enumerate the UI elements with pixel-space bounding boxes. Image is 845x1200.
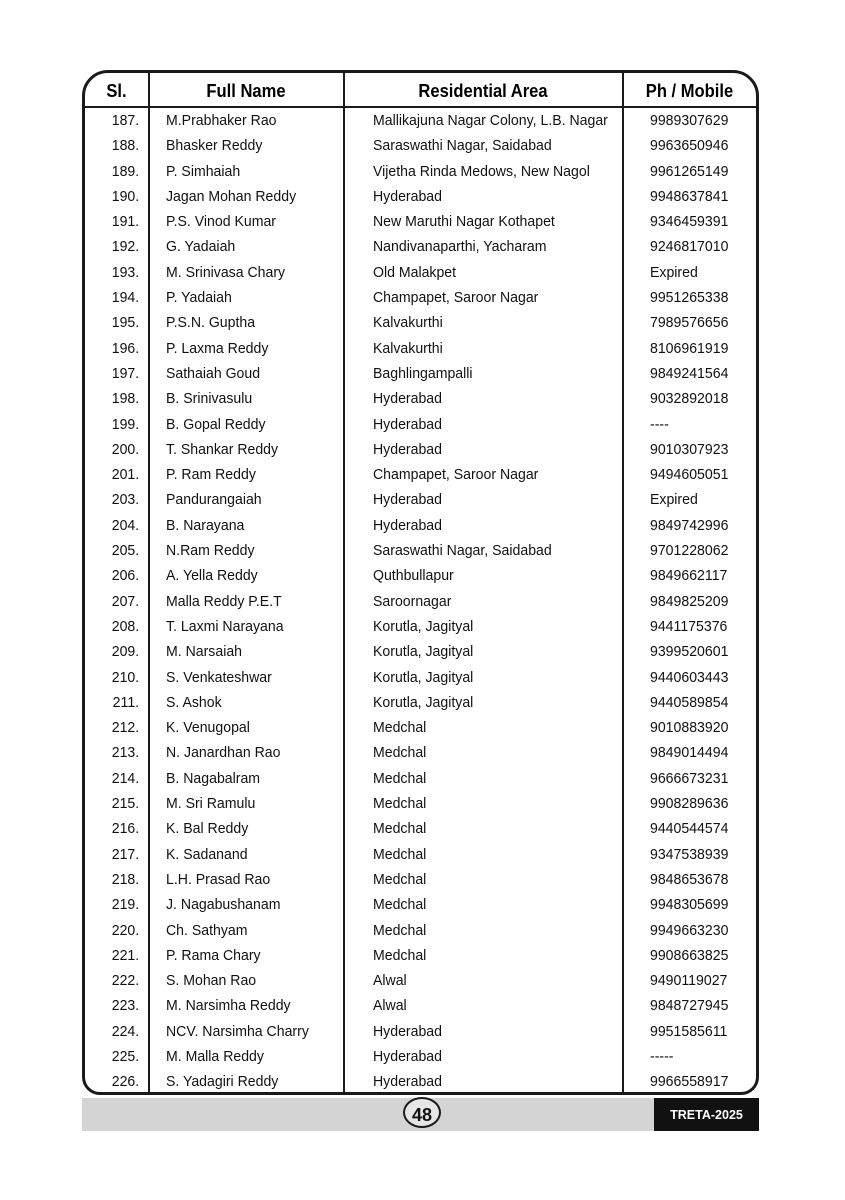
row-full-name: Pandurangaiah	[166, 491, 262, 509]
table-row	[85, 690, 756, 715]
row-full-name: B. Srinivasulu	[166, 390, 253, 408]
row-serial: 206.	[111, 567, 139, 585]
header-sl: Sl.	[106, 81, 127, 101]
row-phone: 9948637841	[650, 187, 729, 205]
row-full-name: Jagan Mohan Reddy	[166, 187, 297, 205]
row-residential-area: Hyderabad	[373, 440, 442, 458]
row-serial: 220.	[111, 921, 139, 939]
table-row	[85, 487, 756, 512]
row-residential-area: Alwal	[373, 997, 407, 1015]
row-full-name: P. Rama Chary	[166, 946, 261, 964]
row-phone: 9989307629	[650, 112, 729, 129]
table-row	[85, 993, 756, 1018]
header-full-name: Full Name	[206, 81, 286, 101]
brand-label: TRETA-2025	[654, 1098, 759, 1131]
table-row	[85, 209, 756, 234]
row-phone: 9440589854	[650, 693, 729, 711]
row-serial: 193.	[111, 263, 139, 281]
row-serial: 205.	[111, 542, 139, 560]
row-residential-area: Medchal	[373, 870, 427, 888]
row-phone: 9949663230	[650, 921, 729, 939]
table-row	[85, 1019, 756, 1044]
row-residential-area: Kalvakurthi	[373, 339, 443, 357]
row-serial: 213.	[111, 744, 139, 762]
row-serial: 187.	[111, 112, 139, 129]
row-full-name: P.S.N. Guptha	[166, 314, 256, 332]
row-phone: 9849662117	[650, 567, 728, 585]
row-phone: 9966558917	[650, 1073, 729, 1091]
row-full-name: M. Srinivasa Chary	[166, 263, 286, 281]
row-residential-area: Old Malakpet	[373, 263, 457, 281]
row-serial: 224.	[111, 1022, 139, 1040]
row-full-name: Malla Reddy P.E.T	[166, 592, 282, 610]
row-full-name: N. Janardhan Rao	[166, 744, 281, 762]
table-row	[85, 184, 756, 209]
row-serial: 192.	[111, 238, 139, 256]
row-full-name: NCV. Narsimha Charry	[166, 1022, 309, 1040]
row-phone: 9849241564	[650, 364, 729, 382]
row-full-name: Ch. Sathyam	[166, 921, 248, 939]
row-serial: 204.	[111, 516, 139, 534]
row-full-name: B. Gopal Reddy	[166, 415, 266, 433]
row-phone: 8106961919	[650, 339, 729, 357]
row-full-name: M. Narsimha Reddy	[166, 997, 291, 1015]
row-phone: 9666673231	[650, 769, 729, 787]
row-serial: 195.	[111, 314, 139, 332]
row-residential-area: Medchal	[373, 946, 427, 964]
row-phone: 9346459391	[650, 213, 729, 231]
row-phone: 9951265338	[650, 289, 729, 307]
row-serial: 189.	[111, 162, 139, 180]
table-row	[85, 918, 756, 943]
page-footer	[82, 1098, 759, 1131]
row-full-name: L.H. Prasad Rao	[166, 870, 271, 888]
row-full-name: B. Narayana	[166, 516, 245, 534]
row-serial: 190.	[111, 187, 139, 205]
row-residential-area: Medchal	[373, 896, 427, 914]
row-phone: 9010307923	[650, 440, 729, 458]
table-row	[85, 715, 756, 740]
table-row	[85, 159, 756, 184]
row-full-name: K. Bal Reddy	[166, 820, 249, 838]
row-full-name: Sathaiah Goud	[166, 364, 261, 382]
row-full-name: P. Yadaiah	[166, 289, 232, 307]
row-phone: 9849742996	[650, 516, 729, 534]
row-residential-area: Saraswathi Nagar, Saidabad	[373, 137, 552, 155]
table-row	[85, 968, 756, 993]
row-serial: 215.	[111, 795, 139, 813]
row-serial: 198.	[111, 390, 139, 408]
row-residential-area: Hyderabad	[373, 1073, 442, 1091]
row-phone: 9490119027	[650, 972, 728, 990]
row-residential-area: Saraswathi Nagar, Saidabad	[373, 542, 552, 560]
row-full-name: P. Simhaiah	[166, 162, 241, 180]
header-residential-area: Residential Area	[418, 81, 548, 101]
row-full-name: M. Sri Ramulu	[166, 795, 256, 813]
row-full-name: P. Ram Reddy	[166, 466, 256, 484]
table-row	[85, 285, 756, 310]
table-row	[85, 766, 756, 791]
row-residential-area: Hyderabad	[373, 390, 442, 408]
row-serial: 211.	[112, 693, 139, 711]
row-residential-area: Hyderabad	[373, 187, 442, 205]
row-serial: 188.	[111, 137, 139, 155]
row-residential-area: New Maruthi Nagar Kothapet	[373, 213, 555, 231]
row-residential-area: Medchal	[373, 744, 427, 762]
row-full-name: S. Yadagiri Reddy	[166, 1073, 279, 1091]
row-full-name: M.Prabhaker Rao	[166, 112, 277, 129]
member-table	[82, 70, 759, 1095]
row-residential-area: Hyderabad	[373, 415, 442, 433]
table-row	[85, 361, 756, 386]
table-row	[85, 816, 756, 841]
row-phone: 9963650946	[650, 137, 729, 155]
row-full-name: S. Mohan Rao	[166, 972, 257, 990]
row-residential-area: Champapet, Saroor Nagar	[373, 466, 539, 484]
row-phone: 9848653678	[650, 870, 729, 888]
row-phone: 9948305699	[650, 896, 729, 914]
row-residential-area: Korutla, Jagityal	[373, 668, 474, 686]
row-serial: 219.	[111, 896, 139, 914]
row-serial: 200.	[111, 440, 139, 458]
table-row	[85, 386, 756, 411]
table-body	[85, 108, 756, 1095]
row-full-name: S. Venkateshwar	[166, 668, 272, 686]
row-phone: 7989576656	[650, 314, 729, 332]
table-row	[85, 892, 756, 917]
table-row	[85, 462, 756, 487]
row-phone: 9441175376	[650, 617, 728, 635]
row-residential-area: Hyderabad	[373, 1047, 442, 1065]
row-serial: 203.	[111, 491, 139, 509]
row-serial: 218.	[111, 870, 139, 888]
table-row	[85, 310, 756, 335]
table-row	[85, 234, 756, 259]
row-residential-area: Quthbullapur	[373, 567, 454, 585]
row-residential-area: Medchal	[373, 719, 427, 737]
table-row	[85, 563, 756, 588]
row-residential-area: Vijetha Rinda Medows, New Nagol	[373, 162, 590, 180]
row-phone: 9961265149	[650, 162, 729, 180]
row-full-name: M. Malla Reddy	[166, 1047, 264, 1065]
row-residential-area: Baghlingampalli	[373, 364, 473, 382]
row-full-name: A. Yella Reddy	[166, 567, 258, 585]
row-phone: 9848727945	[650, 997, 729, 1015]
table-row	[85, 1044, 756, 1069]
row-serial: 201.	[111, 466, 139, 484]
row-full-name: T. Shankar Reddy	[166, 440, 279, 458]
table-row	[85, 513, 756, 538]
row-residential-area: Korutla, Jagityal	[373, 693, 474, 711]
row-residential-area: Medchal	[373, 820, 427, 838]
table-row	[85, 108, 756, 133]
row-phone: 9246817010	[650, 238, 729, 256]
row-phone: -----	[650, 1047, 674, 1065]
row-residential-area: Hyderabad	[373, 491, 442, 509]
row-serial: 226.	[111, 1073, 139, 1091]
row-serial: 223.	[111, 997, 139, 1015]
row-residential-area: Korutla, Jagityal	[373, 643, 474, 661]
row-phone: 9399520601	[650, 643, 729, 661]
row-phone: 9908289636	[650, 795, 729, 813]
row-full-name: G. Yadaiah	[166, 238, 236, 256]
row-serial: 225.	[111, 1047, 139, 1065]
table-row	[85, 867, 756, 892]
table-row	[85, 133, 756, 158]
row-serial: 199.	[111, 415, 139, 433]
row-serial: 209.	[111, 643, 139, 661]
row-full-name: P. Laxma Reddy	[166, 339, 269, 357]
row-phone: Expired	[650, 263, 698, 281]
row-phone: 9849014494	[650, 744, 729, 762]
row-residential-area: Medchal	[373, 769, 427, 787]
row-phone: 9440603443	[650, 668, 729, 686]
table-row	[85, 589, 756, 614]
row-serial: 221.	[111, 946, 139, 964]
row-residential-area: Medchal	[373, 921, 427, 939]
row-residential-area: Mallikajuna Nagar Colony, L.B. Nagar	[373, 112, 608, 129]
row-full-name: J. Nagabushanam	[166, 896, 281, 914]
table-row	[85, 665, 756, 690]
row-phone: 9494605051	[650, 466, 729, 484]
row-phone: 9908663825	[650, 946, 729, 964]
row-serial: 208.	[111, 617, 139, 635]
row-phone: 9032892018	[650, 390, 729, 408]
table-row	[85, 1069, 756, 1094]
row-residential-area: Champapet, Saroor Nagar	[373, 289, 539, 307]
header-phone: Ph / Mobile	[645, 81, 734, 101]
row-full-name: T. Laxmi Narayana	[166, 617, 284, 635]
table-row	[85, 260, 756, 285]
table-row	[85, 614, 756, 639]
row-serial: 217.	[111, 845, 139, 863]
row-residential-area: Medchal	[373, 795, 427, 813]
row-residential-area: Saroornagar	[373, 592, 452, 610]
row-serial: 207.	[111, 592, 139, 610]
row-serial: 222.	[111, 972, 139, 990]
table-row	[85, 943, 756, 968]
table-row	[85, 791, 756, 816]
row-phone: 9849825209	[650, 592, 729, 610]
table-row	[85, 842, 756, 867]
row-residential-area: Hyderabad	[373, 516, 442, 534]
row-phone: 9347538939	[650, 845, 729, 863]
table-row	[85, 336, 756, 361]
row-residential-area: Medchal	[373, 845, 427, 863]
row-residential-area: Korutla, Jagityal	[373, 617, 474, 635]
row-serial: 214.	[111, 769, 139, 787]
row-serial: 216.	[111, 820, 139, 838]
row-full-name: S. Ashok	[166, 693, 222, 711]
row-full-name: N.Ram Reddy	[166, 542, 255, 560]
row-phone: 9701228062	[650, 542, 729, 560]
row-phone: 9010883920	[650, 719, 729, 737]
row-residential-area: Nandivanaparthi, Yacharam	[373, 238, 547, 256]
row-serial: 212.	[111, 719, 139, 737]
row-full-name: Bhasker Reddy	[166, 137, 263, 155]
row-full-name: P.S. Vinod Kumar	[166, 213, 277, 231]
row-phone: Expired	[650, 491, 698, 509]
row-residential-area: Alwal	[373, 972, 407, 990]
row-serial: 196.	[111, 339, 139, 357]
table-row	[85, 639, 756, 664]
row-residential-area: Kalvakurthi	[373, 314, 443, 332]
row-full-name: K. Venugopal	[166, 719, 250, 737]
row-phone: 9951585611	[650, 1022, 728, 1040]
table-row	[85, 412, 756, 437]
table-row	[85, 437, 756, 462]
row-phone: 9440544574	[650, 820, 729, 838]
table-row	[85, 538, 756, 563]
row-phone: ----	[650, 415, 669, 433]
row-serial: 210.	[111, 668, 139, 686]
row-serial: 194.	[111, 289, 139, 307]
table-row	[85, 740, 756, 765]
row-residential-area: Hyderabad	[373, 1022, 442, 1040]
row-full-name: M. Narsaiah	[166, 643, 243, 661]
page-number: 48	[403, 1097, 441, 1128]
row-full-name: K. Sadanand	[166, 845, 248, 863]
row-serial: 191.	[111, 213, 139, 231]
row-serial: 197.	[111, 364, 139, 382]
row-full-name: B. Nagabalram	[166, 769, 261, 787]
